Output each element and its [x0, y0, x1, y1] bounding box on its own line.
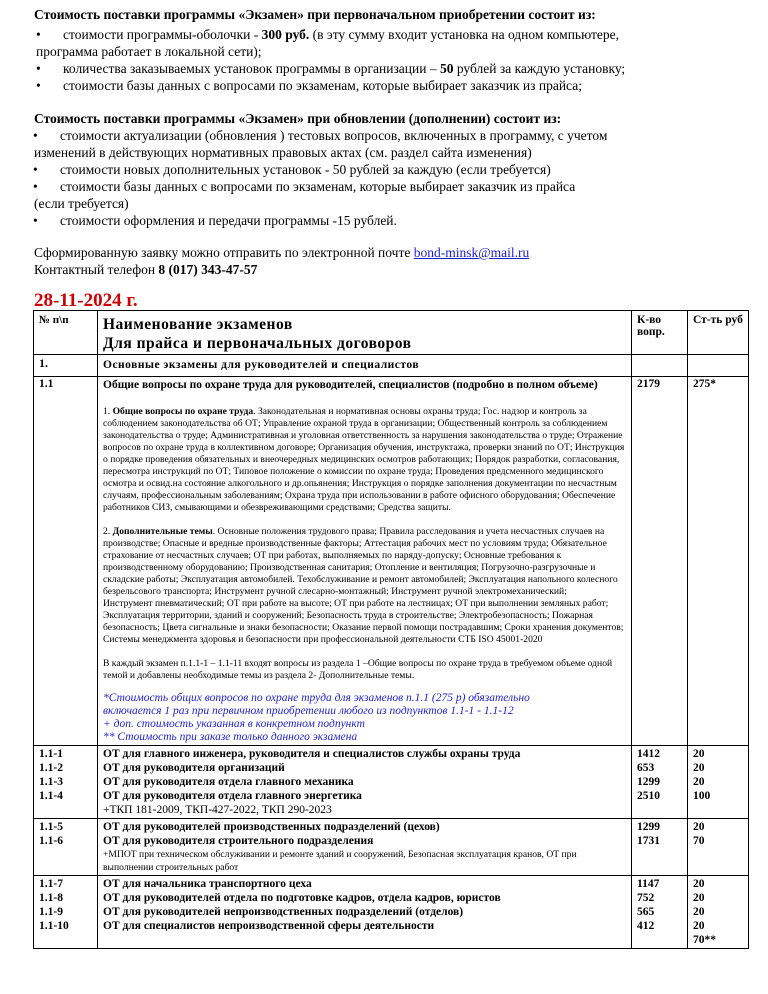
price-date: 28-11-2024 г. [34, 290, 138, 311]
price-table [33, 310, 749, 949]
group-nums: 1.1-7 1.1-8 1.1-9 1.1-10 [34, 876, 98, 949]
row-count: 2179 [632, 377, 688, 746]
row-price: 275* [688, 377, 749, 746]
group-titles: ОТ для главного инженера, руководителя и специалистов службы охраны труда ОТ для руководителя организаций ОТ для руководителя отдела главного механика ОТ для руководителя отдела главного энергетика +ТКП 181-2009, ТКП-427-2022, ТКП 290-2023 [98, 746, 632, 819]
section-row [34, 355, 749, 377]
table-header-row [34, 311, 749, 355]
group-counts: 1299 1731 [632, 819, 688, 876]
bullet-item-continuation: изменений в действующих нормативных правовых актах (см. раздел сайта изменения) [34, 145, 532, 160]
bullet-item-continuation: (если требуется) [34, 196, 129, 211]
bullet-item: • стоимости новых дополнительных установок - 50 рублей за каждую (если требуется) [60, 162, 551, 178]
row-num: 1.1 [34, 377, 98, 746]
row-content: Общие вопросы по охране труда для руководителей, специалистов (подробно в полном объеме) 1. Общие вопросы по охране труда. Законодательная и нормативная основы охраны труда; Гос. надзор и контроль за соблюдением законодательства об ОТ; Управление охраной труда в организации; Общественный контроль за соблюдением законодательства о труде; Административная и уголовная ответственность за нарушения законодательства о труде; Отражение вопросов по охране труда в коллективном договоре; Организация обучения, инструктажа, проверки знаний по ОТ; Инструкция о порядке проведения обязательных и внеочередных медицинских осмотров работающих; Порядок разработки, согласования, пересмотра инструкций по ОТ; Типовое положение о комиссии по охране труда; Проведения предсменного медицинского осмотра и освид.на состояние алкогольного и др.опьянения; Инструкция о порядке заполнения документации по несчастным случаям, профессиональным заболеваниям; Охрана труда при использовании в работе офисного оборудования; Обеспечение работников СИЗ, смывающими и обезвреживающими средствами; Средства защиты. 2. Дополнительные темы. Основные положения трудового права; Правила расследования и учета несчастных случаев на производстве; Опасные и вредные производственные факторы; Аттестация рабочих мест по условиям труда; Обязательное страхование от несчастных случаев; ОТ при работах, выполняемых по наряду-допуску; Основные требования к производственному оборудованию; Производственная санитария; Отопление и вентиляция; Погрузочно-разгрузочные и складские работы; Эксплуатация автомобилей. Техобслуживание и ремонт автомобилей; Эксплуатация напольного колесного безрельсового транспорта; Инструмент ручной слесарно-монтажный; Инструмент ручной электромеханический; Инструмент пневматический; ОТ при работе на высоте; ОТ при работе на лестницах; ОТ при выполнении земляных работ; Эксплуатация территории, зданий и сооружений; Безопасность труда в строительстве; Электробезопасность; Пожарная безопасность; Цвета сигнальные и знаки безопасности; Оказание первой помощи пострадавшим; Сроки хранения документов; Системы менеджмента здоровья и безопасности при профессиональной деятельности СТБ ISO 45001-2020 В каждый экзамен п.1.1-1 – 1.1-11 входят вопросы из раздела 1 –Общие вопросы по охране труда в требуемом объеме одной темой и добавлены необходимые темы из раздела 2- Дополнительные темы. *Стоимость общих вопросов по охране труда для экзаменов п.1.1 (275 р) обязательно включается 1 раз при первичном приобретении любого из подпунктов 1.1-1 - 1.1-12 + доп. стоимость указанная в конкретном подпункт ** Стоимость при заказе только данного экзамена [98, 377, 632, 746]
bullet-item: • количества заказываемых установок программы в организации – 50 рублей за каждую установку; [63, 61, 625, 77]
bullet-item: • стоимости программы-оболочки - 300 руб. (в эту сумму входит установка на одном компьютере, [63, 27, 619, 43]
table-group [34, 876, 749, 949]
bullet-item-continuation: программа работает в локальной сети); [36, 44, 262, 59]
update-cost-heading: Стоимость поставки программы «Экзамен» при обновлении (дополнении) состоит из: [34, 111, 562, 126]
bullet-item: • стоимости актуализации (обновления ) тестовых вопросов, включенных в программу, с учетом [60, 128, 607, 144]
bullet-item: • стоимости оформления и передачи программы -15 рублей. [60, 213, 397, 229]
bullet-item: • стоимости базы данных с вопросами по экзаменам, которые выбирает заказчик из прайса; [63, 78, 582, 94]
group-prices: 20 20 20 100 [688, 746, 749, 819]
group-counts: 1147 752 565 412 [632, 876, 688, 949]
price-notes: *Стоимость общих вопросов по охране труда для экзаменов п.1.1 (275 р) обязательно включается 1 раз при первичном приобретении любого из подпунктов 1.1-1 - 1.1-12 + доп. стоимость указанная в конкретном подпункт ** Стоимость при заказе только данного экзамена [103, 692, 530, 743]
group-counts: 1412 653 1299 2510 [632, 746, 688, 819]
section-num: 1. [34, 355, 98, 377]
email-link[interactable]: bond-minsk@mail.ru [413, 245, 530, 260]
order-text: Сформированную заявку можно отправить по электронной почте bond-minsk@mail.ru [34, 245, 530, 260]
header-count: К-во вопр. [632, 311, 688, 355]
header-num: № п\п [34, 311, 98, 355]
phone-line: Контактный телефон 8 (017) 343-47-57 [34, 262, 258, 277]
initial-cost-heading: Стоимость поставки программы «Экзамен» при первоначальном приобретении состоит из: [34, 7, 596, 22]
group-nums: 1.1-5 1.1-6 [34, 819, 98, 876]
table-row [34, 377, 749, 746]
phone-number: 8 (017) 343-47-57 [158, 262, 258, 277]
header-name: Наименование экзаменов Для прайса и первоначальных договоров [98, 311, 632, 355]
group-titles: ОТ для начальника транспортного цеха ОТ для руководителей отдела по подготовке кадров, отдела кадров, юристов ОТ для руководителей непроизводственных подразделений (отделов) ОТ для специалистов непроизводственной сферы деятельности [98, 876, 632, 949]
header-price: Ст-ть руб [688, 311, 749, 355]
bullet-item: • стоимости базы данных с вопросами по экзаменам, которые выбирает заказчик из прайса [60, 179, 575, 195]
table-group [34, 746, 749, 819]
group-prices: 20 70 [688, 819, 749, 876]
note-paragraph: В каждый экзамен п.1.1-1 – 1.1-11 входят вопросы из раздела 1 –Общие вопросы по охране труда в требуемом объеме одной темой и добавлены необходимые темы из раздела 2- Дополнительные темы. [103, 658, 613, 681]
topic-paragraph: 2. Дополнительные темы. Основные положения трудового права; Правила расследования и учета несчастных случаев на производстве; Опасные и вредные производственные факторы; Аттестация рабочих мест по условиям труда; Обязательное страхование от несчастных случаев; ОТ при работах, выполняемых по наряду-допуску; Основные требования к производственному оборудованию; Производственная санитария; Отопление и вентиляция; Погрузочно-разгрузочные и складские работы; Эксплуатация автомобилей. Техобслуживание и ремонт автомобилей; Эксплуатация напольного колесного безрельсового транспорта; Инструмент ручной слесарно-монтажный; Инструмент ручной электромеханический; Инструмент пневматический; ОТ при работе на высоте; ОТ при работе на лестницах; ОТ при выполнении земляных работ; Эксплуатация территории, зданий и сооружений; Безопасность труда в строительстве; Электробезопасность; Пожарная безопасность; Цвета сигнальные и знаки безопасности; Оказание первой помощи пострадавшим; Сроки хранения документов; Системы менеджмента здоровья и безопасности при профессиональной деятельности СТБ ISO 45001-2020 [103, 526, 624, 645]
topic-paragraph: 1. Общие вопросы по охране труда. Законодательная и нормативная основы охраны труда; Гос. надзор и контроль за соблюдением законодательства об ОТ; Управление охраной труда в организации; Общественный контроль за соблюдением законодательства о труде; Административная и уголовная ответственность за нарушения законодательства о труде; Отражение вопросов по охране труда в коллективном договоре; Организация обучения, инструктажа, проверки знаний по ОТ; Инструкция о порядке проведения обязательных и внеочередных медицинских осмотров работающих; Порядок разработки, согласования, пересмотра инструкций по ОТ; Типовое положение о комиссии по охране труда; Проведения предсменного медицинского осмотра и освид.на состояние алкогольного и др.опьянения; Инструкция о порядке заполнения документации по несчастным случаям, профессиональным заболеваниям; Охрана труда при использовании в работе офисного оборудования; Обеспечение работников СИЗ, смывающими и обезвреживающими средствами; Средства защиты. [103, 406, 625, 513]
group-prices: 20 20 20 20 70** [688, 876, 749, 949]
section-title: Основные экзамены для руководителей и специалистов [98, 355, 632, 377]
group-nums: 1.1-1 1.1-2 1.1-3 1.1-4 [34, 746, 98, 819]
group-titles: ОТ для руководителей производственных подразделений (цехов) ОТ для руководителя строительного подразделения +МПОТ при техническом обслуживании и ремонте зданий и сооружений, Безопасная эксплуатация кранов, ОТ при выполнении строительных работ [98, 819, 632, 876]
table-group [34, 819, 749, 876]
